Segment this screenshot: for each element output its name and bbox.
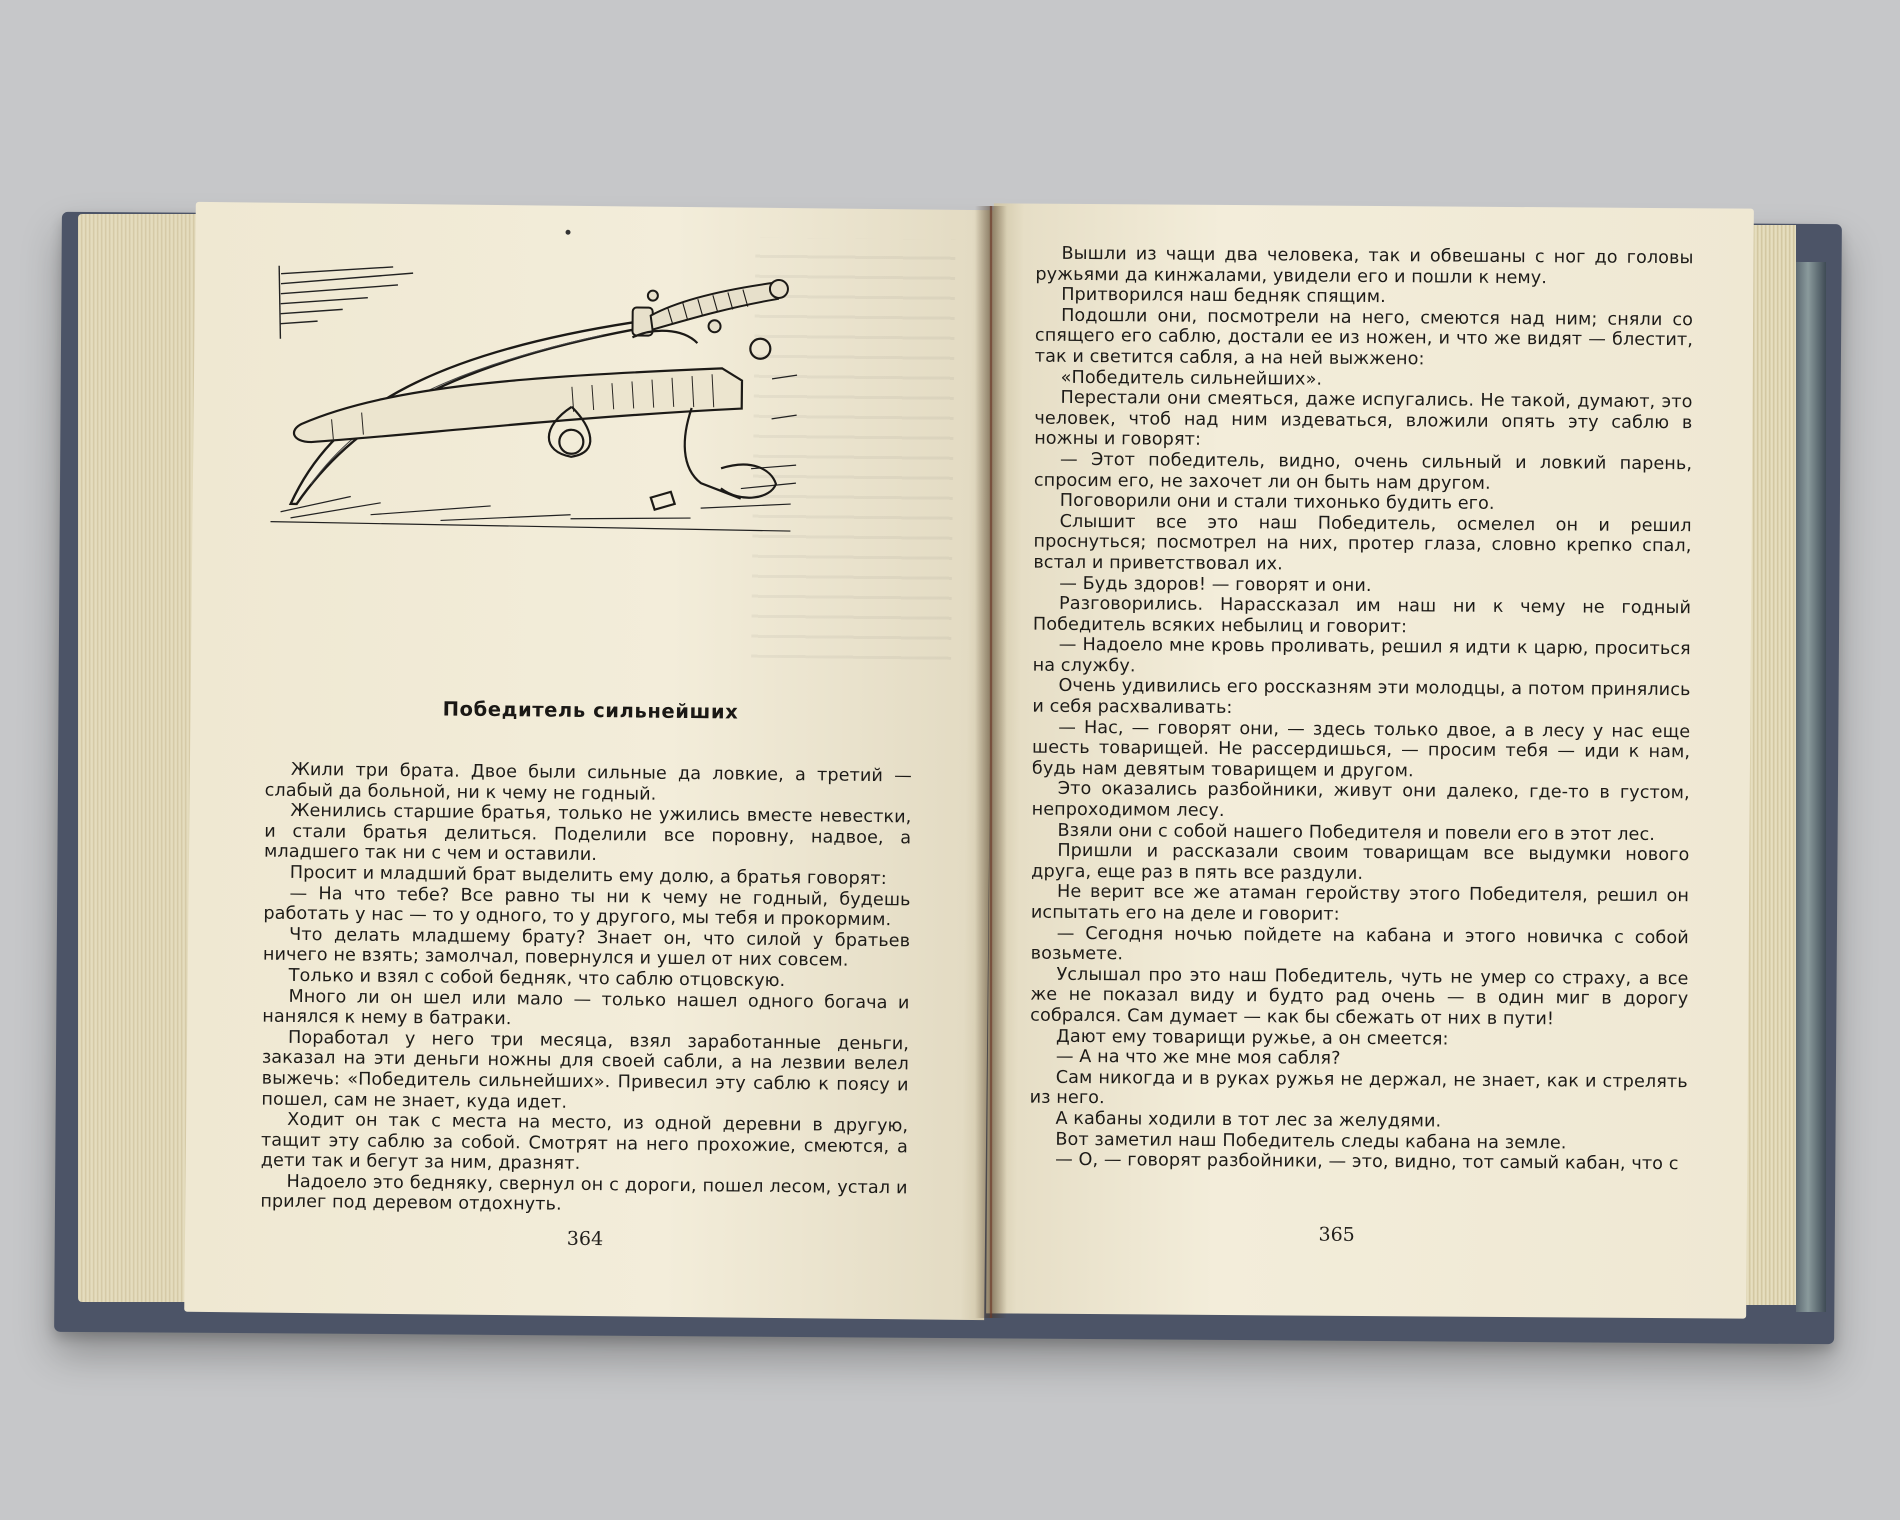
paragraph: Сам никогда и в руках ружья не держал, не знает, как и стрелять из него. <box>1029 1067 1688 1109</box>
left-page <box>184 202 996 1320</box>
paragraph: — Этот победитель, видно, очень сильный и ловкий парень, спросим его, не захочет ли он быть нам другом. <box>1033 449 1693 494</box>
saber-illustration <box>270 264 803 545</box>
paragraph: Что делать младшему брату? Знает он, что силой у братьев ничего не взять; замолчал, повернулся и ушел от них совсем. <box>262 924 911 972</box>
paragraph: Вышли из чащи два человека, так и обвешаны с ног до головы ружьями да кинжалами, увидели его и пошли к нему. <box>1035 243 1694 288</box>
paragraph: — Нас, — говорят они, — здесь только двое, а в лесу у нас еще шесть товарищей. Не рассердишься, — просим тебя — иди к нам, будь нам девятым товарищем и другом. <box>1031 717 1691 782</box>
paragraph: Взяли они с собой нашего Победителя и повели его в этот лес. <box>1057 820 1656 845</box>
right-page-text <box>1029 244 1693 1175</box>
book-gutter <box>975 206 1007 1318</box>
page-number-right: 365 <box>1318 1223 1355 1246</box>
paragraph: — Сегодня ночью пойдете на кабана и этого новичка с собой возьмете. <box>1030 923 1689 965</box>
paragraph: — Надоело мне кровь проливать, решил я идти к царю, проситься на службу. <box>1032 635 1691 677</box>
paragraph: Подошли они, посмотрели на него, смеются над ним; сняли со спящего его саблю, достали ее из ножен, и что же видят — блестит, так и светится сабля, а на ней выжжено: <box>1034 305 1694 370</box>
paragraph: Перестали они смеяться, даже испугались. Не такой, думают, это человек, чтоб над ним издеваться, вложили опять эту саблю в ножны и говорят: <box>1034 387 1693 451</box>
paragraph: — О, — говорят разбойники, — это, видно, тот самый кабан, что с <box>1055 1149 1679 1175</box>
paragraph: Ходит он так с места на место, из одной деревни в другую, тащит эту саблю за собой. Смотрят на него прохожие, смеются, а дети так и бегут за ним, дразнят. <box>260 1109 909 1175</box>
ink-dot <box>566 230 571 235</box>
paragraph: Просит и младший брат выделить ему долю, а братья говорят: <box>289 862 887 890</box>
paragraph: Не верит все же атаман геройству этого Победителя, решил он испытать его на деле и говорит: <box>1030 882 1690 925</box>
paragraph: Поработал у него три месяца, взял заработанные деньги, заказал на эти деньги ножны для своей сабли, а на лезвии велел выжечь: «Победитель сильнейших». Привесил эту саблю к поясу и пошел, сам не знает, куда идет. <box>261 1027 910 1113</box>
right-page <box>986 203 1754 1318</box>
cover-edge-right <box>1796 262 1826 1312</box>
paragraph: Услышал про это наш Победитель, чуть не умер со страху, а все же не показал виду и будто рад очень — в один миг в дорогу собрался. Сам думает — как бы сбежать от них в пути! <box>1030 964 1689 1030</box>
paragraph: «Победитель сильнейших». <box>1060 367 1323 390</box>
paragraph: Вот заметил наш Победитель следы кабана на земле. <box>1055 1129 1567 1153</box>
paragraph: Пришли и рассказали своим товарищам все выдумки нового друга, еще раз в пять все раздули. <box>1031 841 1690 884</box>
page-number-left: 364 <box>566 1227 604 1251</box>
paragraph: А кабаны ходили в тот лес за желудями. <box>1055 1108 1442 1132</box>
left-page-text <box>260 760 912 1220</box>
paragraph: Слышит все это наш Победитель, осмелел он и решил проснуться; посмотрел на них, протер глаза, словно крепко спал, встал и приветствовал их. <box>1033 511 1692 575</box>
paragraph: — На что тебе? Все равно ты ни к чему не годный, будешь работать у нас — то у одного, то у другого, мы тебя и прокормим. <box>263 883 911 931</box>
paragraph: — А на что же мне моя сабля? <box>1055 1046 1341 1069</box>
paragraph: Надоело это бедняку, свернул он с дороги, пошел лесом, устал и прилег под деревом отдохнуть. <box>260 1171 908 1216</box>
paragraph: Очень удивились его россказням эти молодцы, а потом принялись и себя расхваливать: <box>1032 676 1691 719</box>
paragraph: Поговорили они и стали тихонько будить его. <box>1059 490 1495 514</box>
paragraph: Разговорились. Нарассказал им наш ни к чему не годный Победитель всяких небылиц и говорит: <box>1032 593 1692 637</box>
page-edges-left <box>78 214 198 1302</box>
paragraph: Много ли он шел или мало — только нашел одного богача и нанялся к нему в батраки. <box>262 986 910 1030</box>
paragraph: Это оказались разбойники, живут они далеко, где-то в густом, непроходимом лесу. <box>1031 779 1690 822</box>
paragraph: — Будь здоров! — говорят и они. <box>1059 573 1372 596</box>
paragraph: Притворился наш бедняк спящим. <box>1061 285 1386 308</box>
paragraph: Жили три брата. Двое были сильные да ловкие, а третий — слабый да больной, ни к чему не годный. <box>264 759 912 805</box>
paragraph: Только и взял с собой бедняк, что саблю отцовскую. <box>288 965 786 991</box>
paragraph: Дают ему товарищи ружье, а он смеется: <box>1056 1026 1449 1050</box>
story-title: Победитель сильнейших <box>442 697 739 724</box>
paragraph: Женились старшие братья, только не ужились вместе невестки, и стали братья делиться. Поделили все поровну, надвое, а младшего так ни с чем и оставили. <box>263 801 912 866</box>
